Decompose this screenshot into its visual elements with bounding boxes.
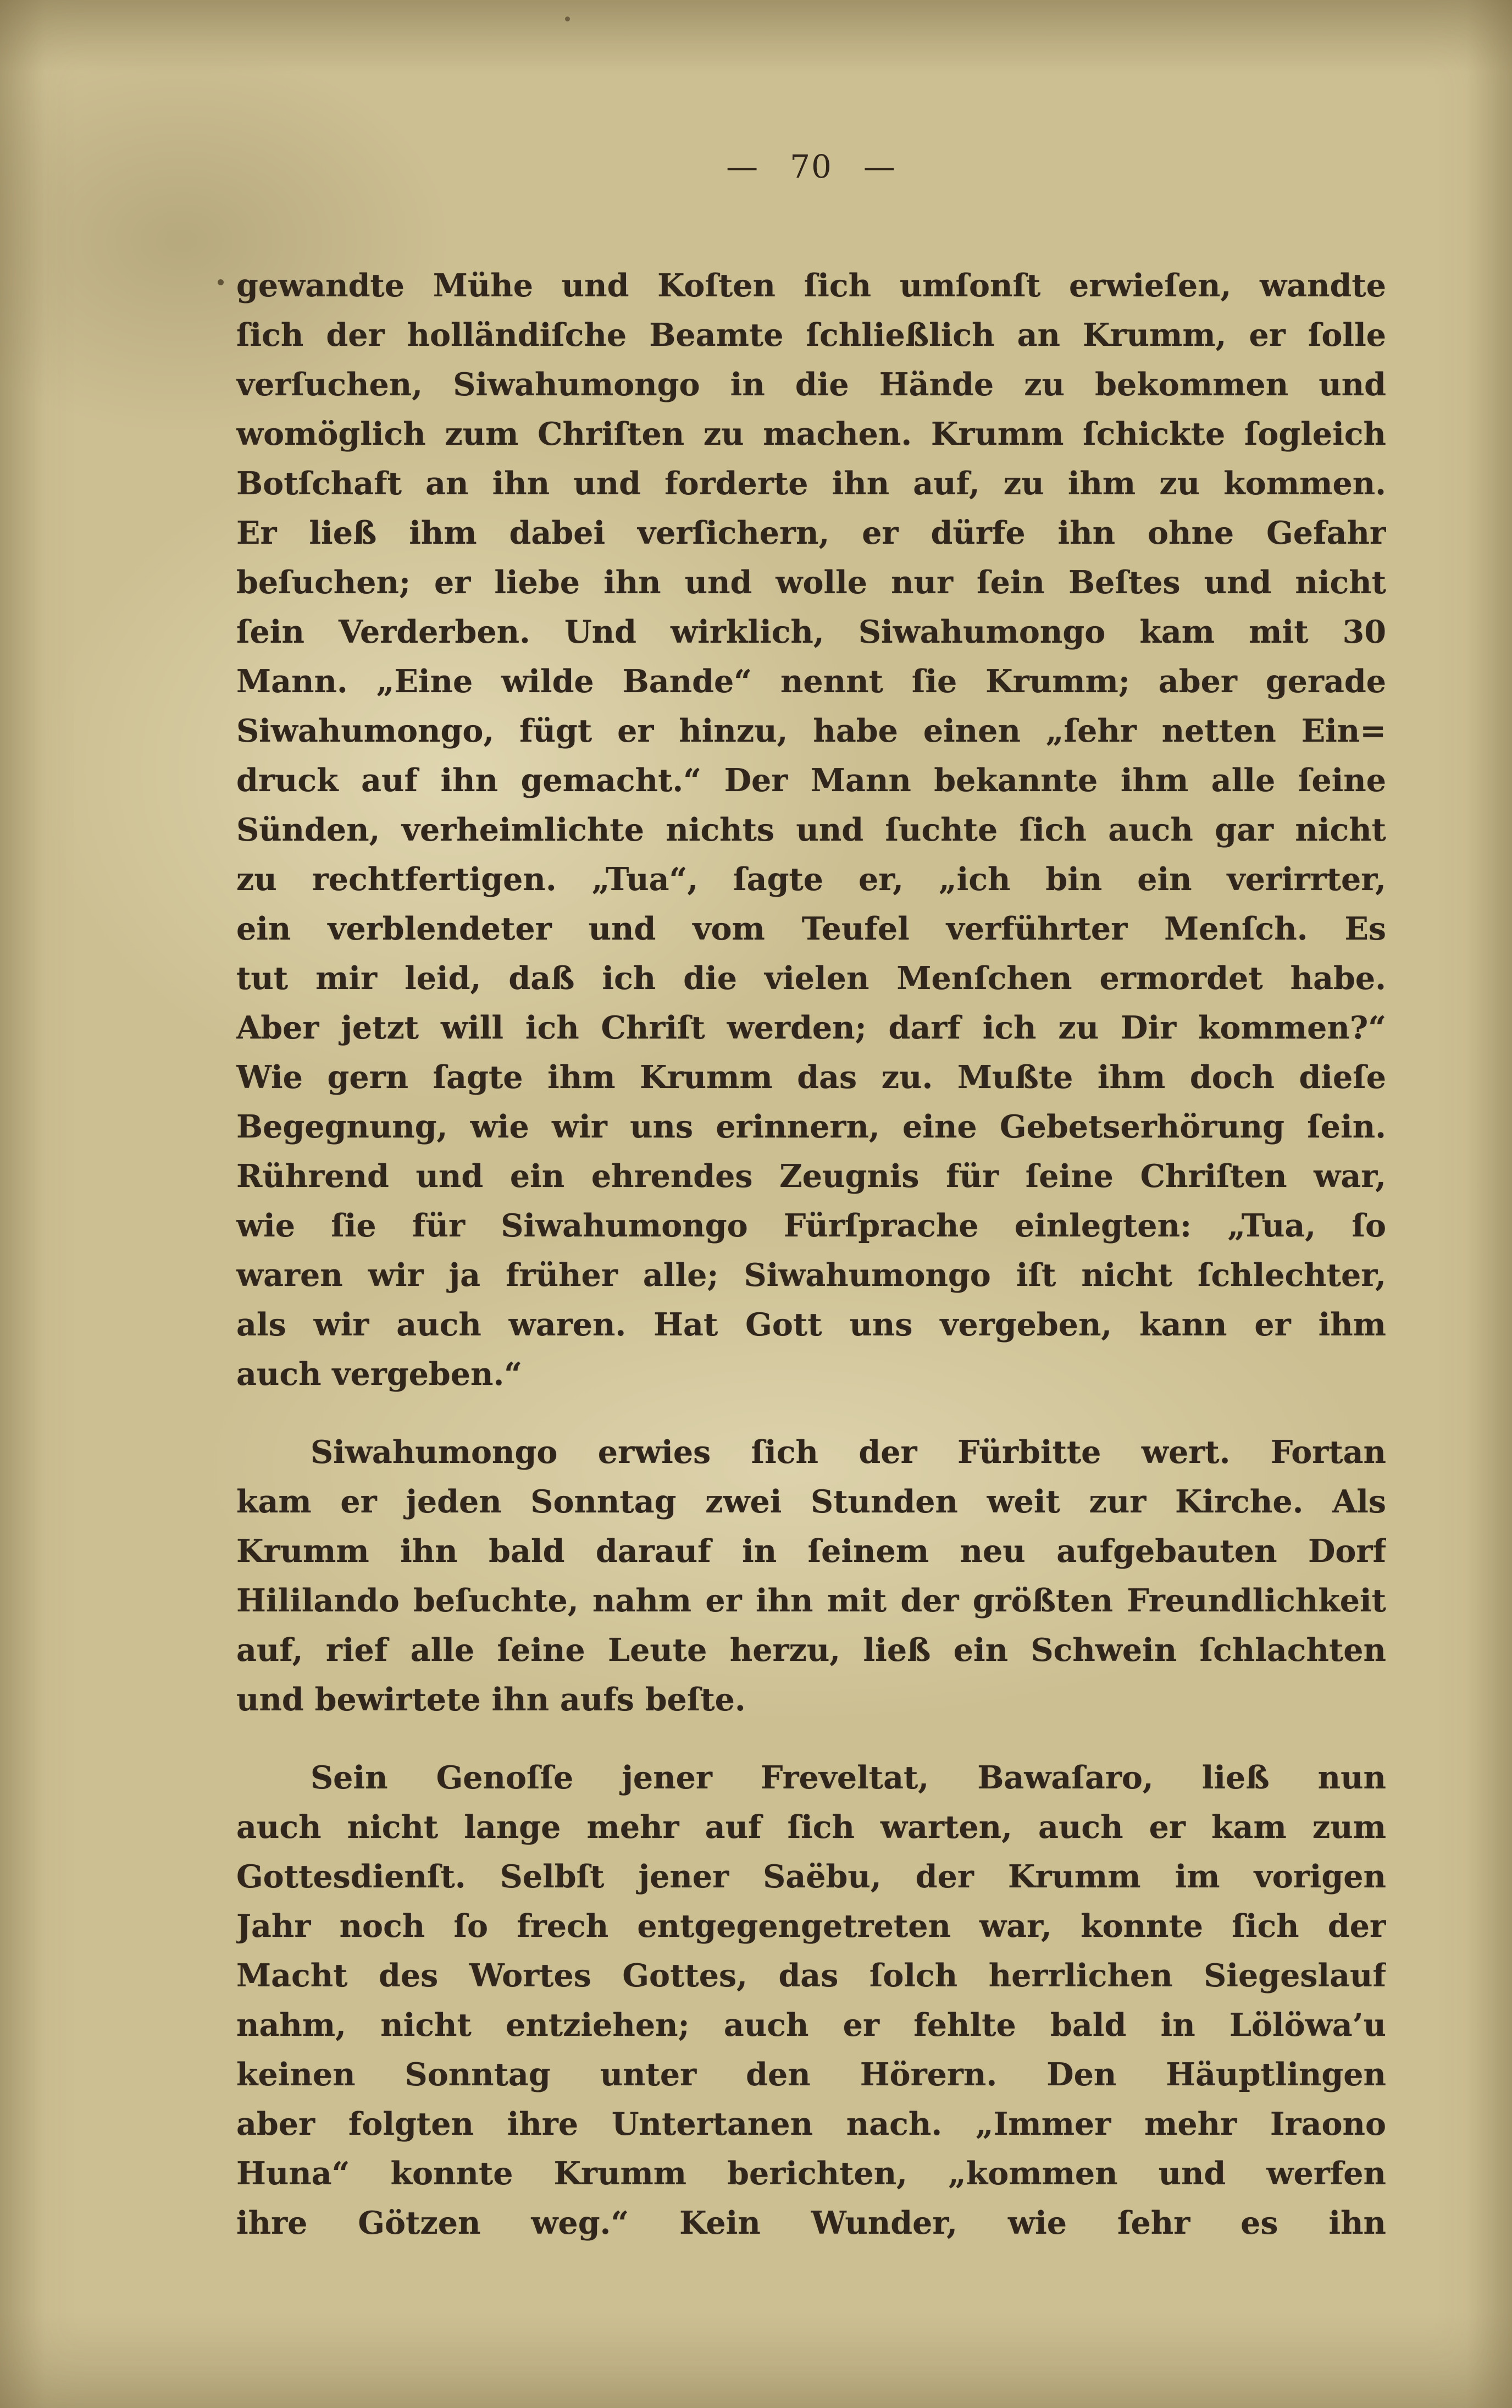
text-line: Begegnung, wie wir uns erinnern, eine Gebetserhörung ſein. — [236, 1108, 1386, 1145]
text-line: und bewirtete ihn aufs beſte. — [236, 1681, 746, 1718]
text-line: Er ließ ihm dabei verſichern, er dürfe ihn ohne Gefahr — [236, 515, 1386, 551]
paragraph-2 — [236, 1428, 1386, 1725]
text-line: gewandte Mühe und Koſten ſich umſonſt erwieſen, wandte — [236, 267, 1386, 304]
text-line: Hililando beſuchte, nahm er ihn mit der größten Freundlichkeit — [236, 1582, 1386, 1619]
text-line: Wie gern ſagte ihm Krumm das zu. Mußte ihm doch dieſe — [236, 1059, 1386, 1096]
text-line: ihre Götzen weg.“ Kein Wunder, wie ſehr es ihn — [236, 2205, 1386, 2241]
margin-dot — [218, 279, 224, 285]
text-line: Sünden, verheimlichte nichts und ſuchte ſich auch gar nicht — [236, 811, 1386, 848]
text-line: auch vergeben.“ — [236, 1356, 523, 1393]
text-line: ein verblendeter und vom Teufel verführter Menſch. Es — [236, 910, 1386, 947]
text-line: Siwahumongo erwies ſich der Fürbitte wert. Fortan — [311, 1434, 1386, 1471]
text-line: ſein Verderben. Und wirklich, Siwahumongo kam mit 30 — [236, 614, 1386, 650]
text-line: als wir auch waren. Hat Gott uns vergeben, kann er ihm — [236, 1306, 1386, 1343]
text-line: Sein Genoſſe jener Freveltat, Bawaſaro, ließ nun — [311, 1759, 1386, 1796]
text-line: waren wir ja früher alle; Siwahumongo iſt nicht ſchlechter, — [236, 1257, 1386, 1294]
header-dash-left: — — [726, 148, 760, 185]
text-line: Rührend und ein ehrendes Zeugnis für ſeine Chriſten war, — [236, 1158, 1386, 1195]
text-line: verſuchen, Siwahumongo in die Hände zu bekommen und — [236, 366, 1386, 403]
page-header — [236, 150, 1386, 184]
text-line: auf, rief alle ſeine Leute herzu, ließ ein Schwein ſchlachten — [236, 1632, 1386, 1669]
text-line: Macht des Wortes Gottes, das ſolch herrlichen Siegeslauf — [236, 1957, 1386, 1994]
text-line: Krumm ihn bald darauf in ſeinem neu aufgebauten Dorf — [236, 1533, 1386, 1570]
text-line: Jahr noch ſo frech entgegengetreten war, konnte ſich der — [236, 1908, 1386, 1945]
text-line: womöglich zum Chriſten zu machen. Krumm ſchickte ſogleich — [236, 416, 1386, 452]
text-line: nahm, nicht entziehen; auch er fehlte bald in Lölöwa’u — [236, 2007, 1386, 2044]
paragraph-3 — [236, 1753, 1386, 2248]
text-line: Gottesdienſt. Selbſt jener Saëbu, der Krumm im vorigen — [236, 1858, 1386, 1895]
ink-speck — [565, 16, 570, 21]
text-line: Mann. „Eine wilde Bande“ nennt ſie Krumm; aber gerade — [236, 663, 1386, 700]
page-text — [236, 261, 1386, 2248]
page-number: 70 — [790, 148, 833, 185]
text-line: Aber jetzt will ich Chriſt werden; darf ich zu Dir kommen?“ — [236, 1009, 1386, 1046]
header-dash-right: — — [863, 148, 896, 185]
text-line: auch nicht lange mehr auf ſich warten, auch er kam zum — [236, 1809, 1386, 1846]
text-line: aber folgten ihre Untertanen nach. „Immer mehr Iraono — [236, 2106, 1386, 2142]
text-line: beſuchen; er liebe ihn und wolle nur ſein Beſtes und nicht — [236, 564, 1386, 601]
text-line: zu rechtfertigen. „Tua“, ſagte er, „ich bin ein verirrter, — [236, 861, 1386, 898]
text-line: tut mir leid, daß ich die vielen Menſchen ermordet habe. — [236, 960, 1386, 997]
text-line: Botſchaft an ihn und forderte ihn auf, zu ihm zu kommen. — [236, 465, 1386, 502]
text-line: Siwahumongo, fügt er hinzu, habe einen „ſehr netten Ein= — [236, 713, 1386, 749]
text-line: ſich der holländiſche Beamte ſchließlich an Krumm, er ſolle — [236, 317, 1386, 354]
text-line: keinen Sonntag unter den Hörern. Den Häuptlingen — [236, 2056, 1386, 2093]
text-line: wie ſie für Siwahumongo Fürſprache einlegten: „Tua, ſo — [236, 1207, 1386, 1244]
text-line: druck auf ihn gemacht.“ Der Mann bekannte ihm alle ſeine — [236, 762, 1386, 799]
paragraph-1 — [236, 261, 1386, 1399]
text-line: kam er jeden Sonntag zwei Stunden weit zur Kirche. Als — [236, 1483, 1386, 1520]
text-line: Huna“ konnte Krumm berichten, „kommen und werfen — [236, 2155, 1386, 2192]
